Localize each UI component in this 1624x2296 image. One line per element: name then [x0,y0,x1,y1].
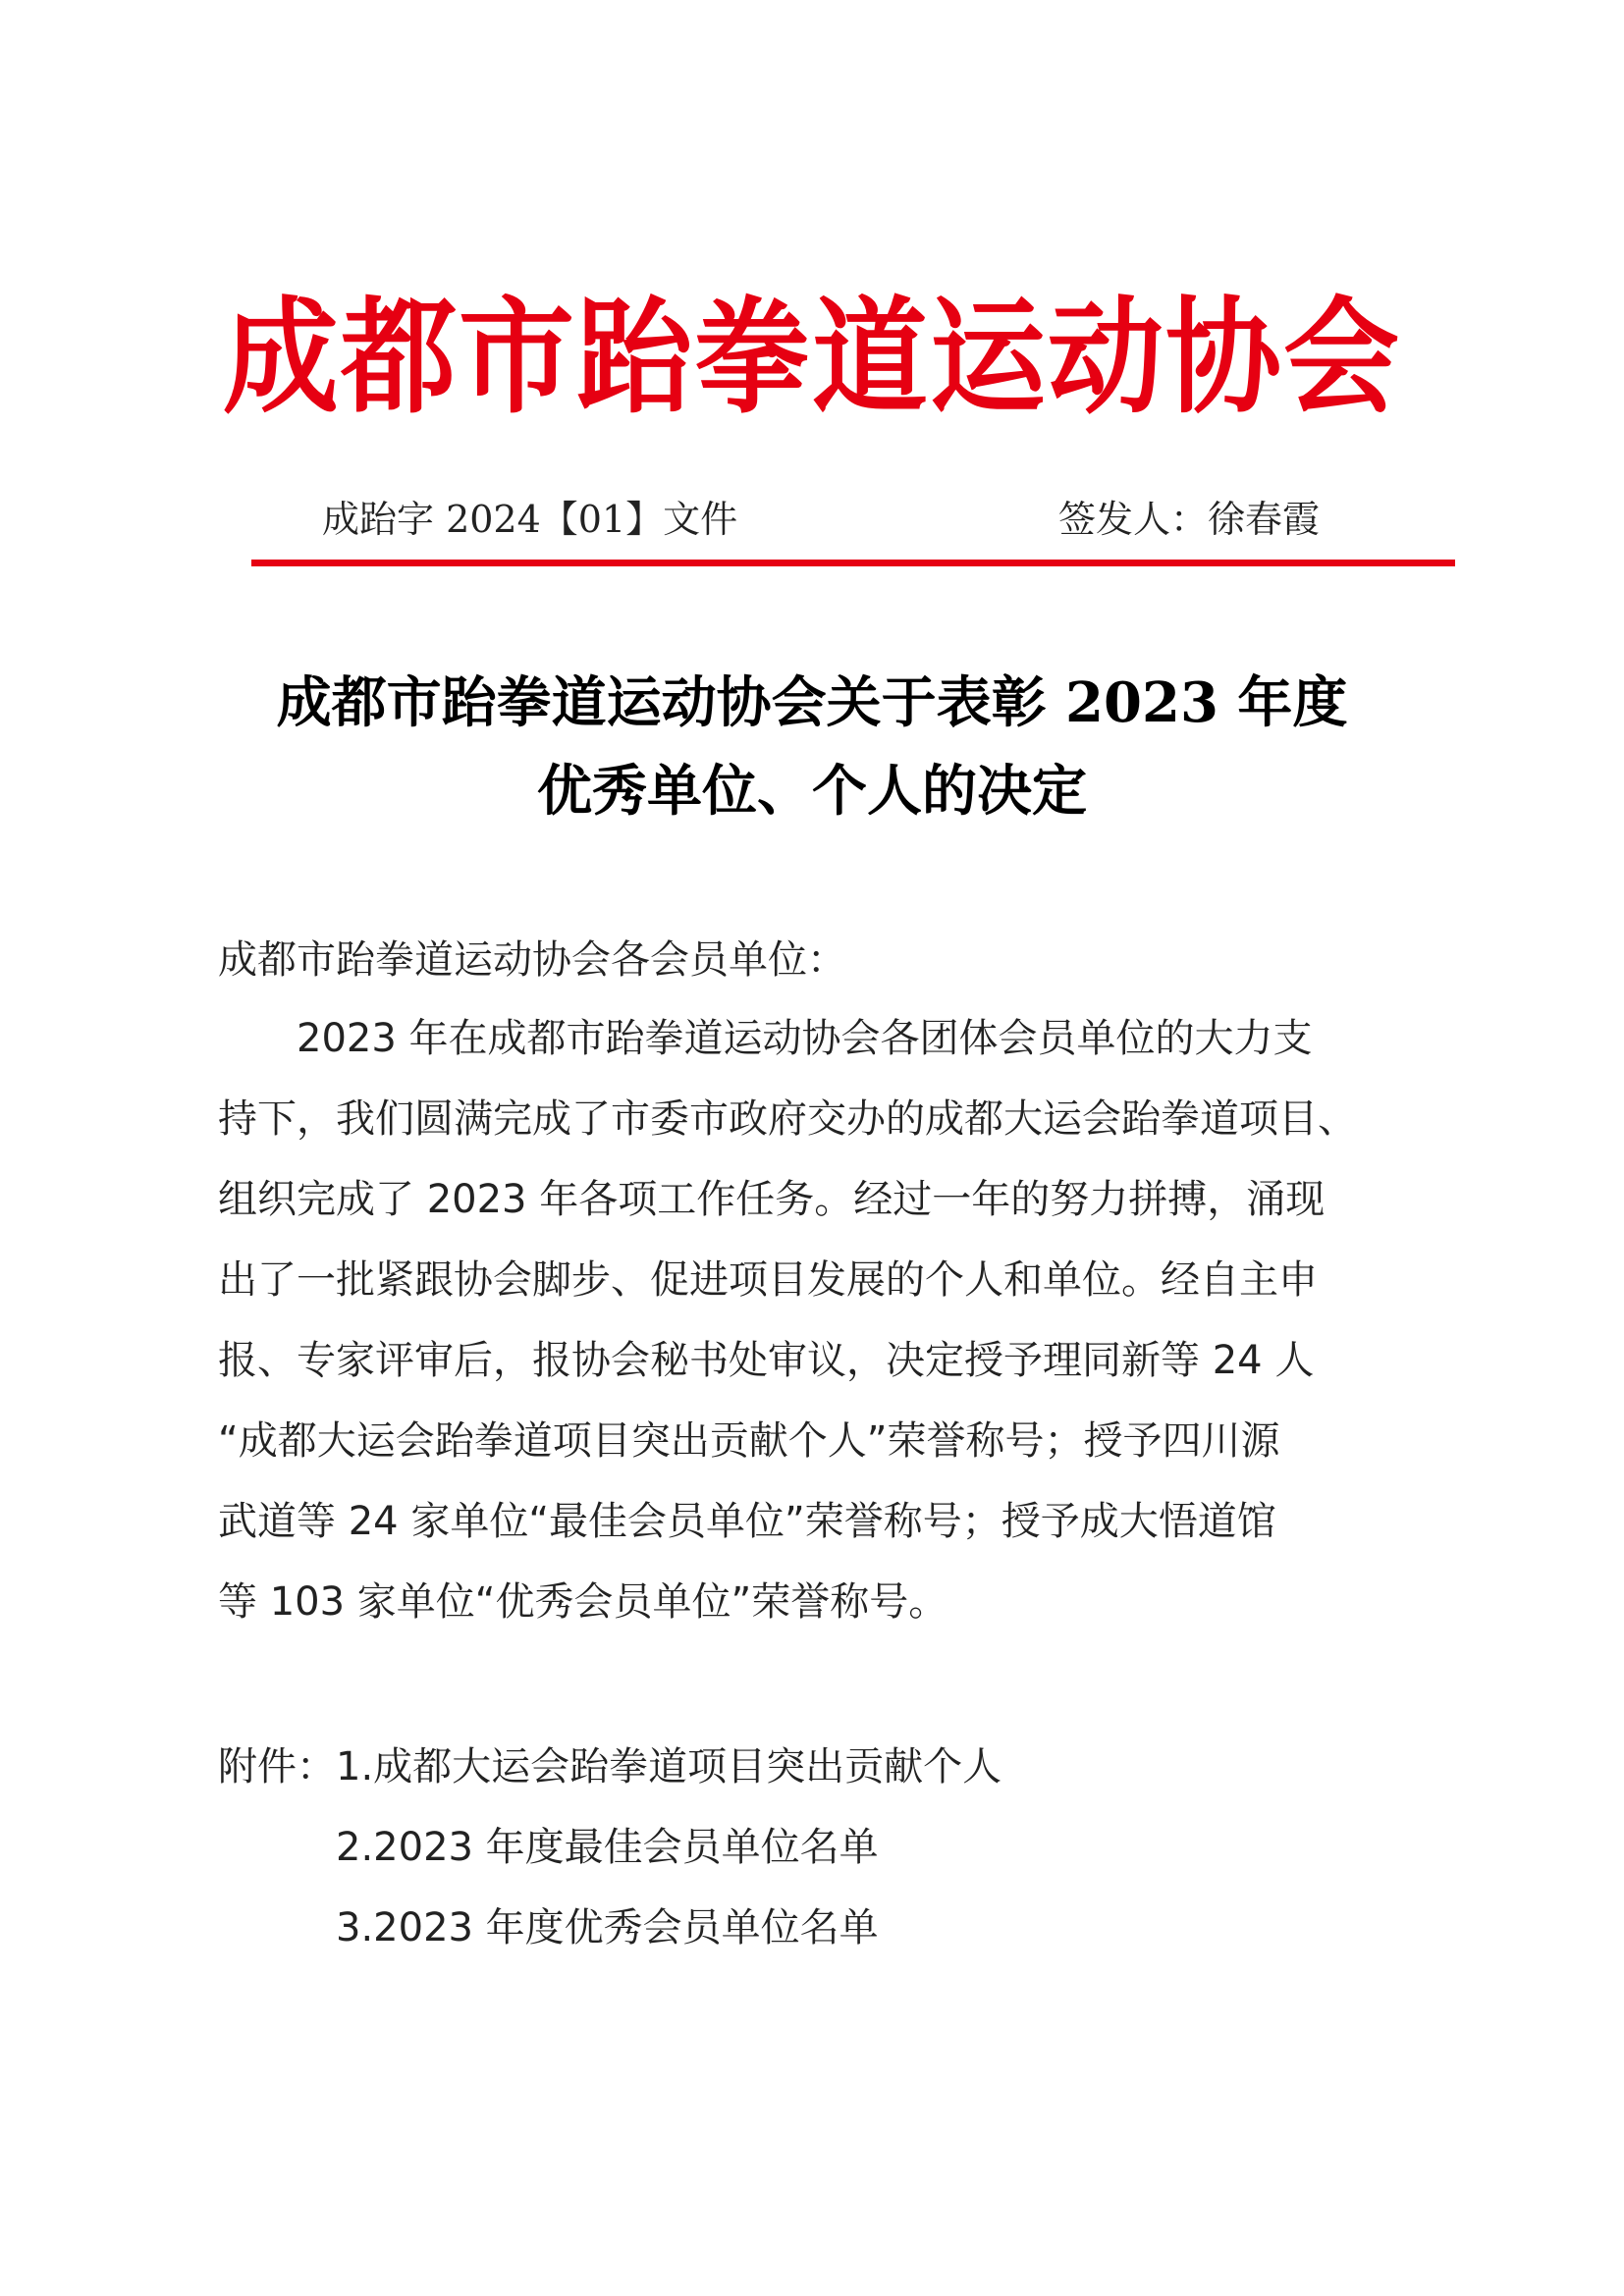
salutation: 成都市跆拳道运动协会各会员单位： [218,937,846,983]
issuer: 签发人：徐春霞 [1058,498,1321,541]
document-title-line-2: 优秀单位、个人的决定 [537,759,1087,824]
body-line: 武道等 24 家单位“最佳会员单位”荣誉称号；授予成大悟道馆 [218,1499,1276,1544]
attachment-item: 1.成都大运会跆拳道项目突出贡献个人 [336,1744,1002,1789]
attachments-label: 附件： [218,1744,336,1789]
attachment-item: 2.2023 年度最佳会员单位名单 [336,1825,879,1870]
body-line: 持下，我们圆满完成了市委市政府交办的成都大运会跆拳道项目、 [218,1096,1357,1142]
body-line: 报、专家评审后，报协会秘书处审议，决定授予理同新等 24 人 [218,1338,1315,1383]
document-number: 成跆字 2024【01】文件 [322,498,738,541]
document-title-line-1: 成都市跆拳道运动协会关于表彰 2023 年度 [276,670,1348,735]
body-line: 等 103 家单位“优秀会员单位”荣誉称号。 [218,1579,948,1625]
body-line: 出了一批紧跟协会脚步、促进项目发展的个人和单位。经自主申 [218,1257,1318,1303]
attachment-item: 3.2023 年度优秀会员单位名单 [336,1905,879,1950]
body-line: “成都大运会跆拳道项目突出贡献个人”荣誉称号；授予四川源 [218,1418,1280,1464]
organization-header: 成都市跆拳道运动协会 [222,284,1401,431]
body-line: 组织完成了 2023 年各项工作任务。经过一年的努力拼搏，涌现 [218,1177,1326,1222]
red-divider [251,560,1455,566]
body-line: 2023 年在成都市跆拳道运动协会各团体会员单位的大力支 [297,1016,1313,1061]
